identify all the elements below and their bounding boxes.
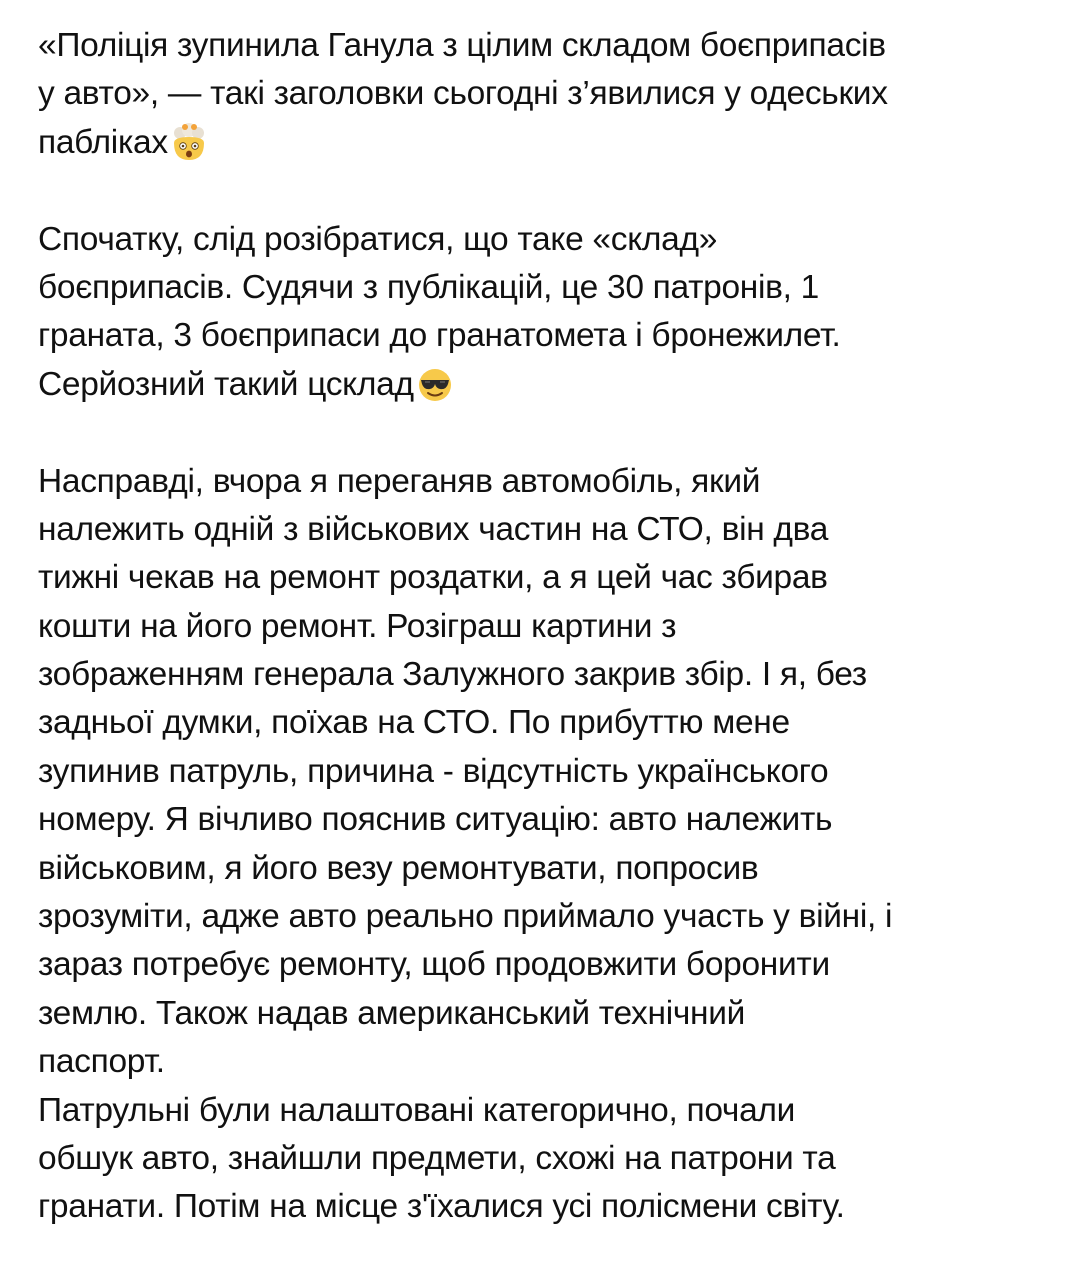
text-line: гранати. Потім на місце з'їхалися усі полісмени світу. xyxy=(38,1188,845,1226)
sunglasses-emoji-icon xyxy=(415,365,455,405)
paragraph-gap xyxy=(38,409,1048,457)
text-line: Спочатку, слід розібратися, що таке «склад» xyxy=(38,220,718,258)
text-line: боєприпасів. Судячи з публікацій, це 30 патронів, 1 xyxy=(38,268,819,306)
text-fragment: Серйозний такий цсклад xyxy=(38,365,414,403)
text-line: зараз потребує ремонту, щоб продовжити боронити xyxy=(38,946,830,984)
text-line: «Поліція зупинила Ганула з цілим складом боєприпасів xyxy=(38,27,886,64)
text-line: зрозуміти, адже авто реально приймало участь у війні, і xyxy=(38,898,893,936)
text-line: граната, 3 боєприпаси до гранатомета і бронежилет. xyxy=(38,317,841,355)
text-line: Патрульні були налаштовані категорично, почали xyxy=(38,1091,796,1129)
text-line: зупинив патруль, причина - відсутність українського xyxy=(38,752,829,790)
text-line: тижні чекав на ремонт роздатки, а я цей час збирав xyxy=(38,559,828,597)
text-line-with-emoji xyxy=(38,361,1048,409)
paragraph-gap xyxy=(38,167,1048,215)
text-line: належить одній з військових частин на СТО, він два xyxy=(38,510,829,548)
text-line: паспорт. xyxy=(38,1043,165,1081)
exploding-head-emoji-icon xyxy=(169,123,209,163)
text-line-with-emoji xyxy=(38,119,1048,167)
text-line: обшук авто, знайшли предмети, схожі на патрони та xyxy=(38,1139,836,1177)
text-line: Насправді, вчора я переганяв автомобіль, який xyxy=(38,462,761,500)
text-line: кошти на його ремонт. Розіграш картини з xyxy=(38,607,677,645)
post-body xyxy=(38,22,1048,1232)
text-line: зображенням генерала Залужного закрив збір. І я, без xyxy=(38,656,867,694)
text-fragment: пабліках xyxy=(38,123,168,161)
text-line: задньої думки, поїхав на СТО. По прибуттю мене xyxy=(38,704,790,742)
text-line: у авто», — такі заголовки сьогодні з’явилися у одеських xyxy=(38,75,888,113)
text-line: землю. Також надав американський технічний xyxy=(38,994,746,1032)
text-line: військовим, я його везу ремонтувати, попросив xyxy=(38,849,759,887)
text-line: номеру. Я вічливо пояснив ситуацію: авто належить xyxy=(38,801,833,839)
